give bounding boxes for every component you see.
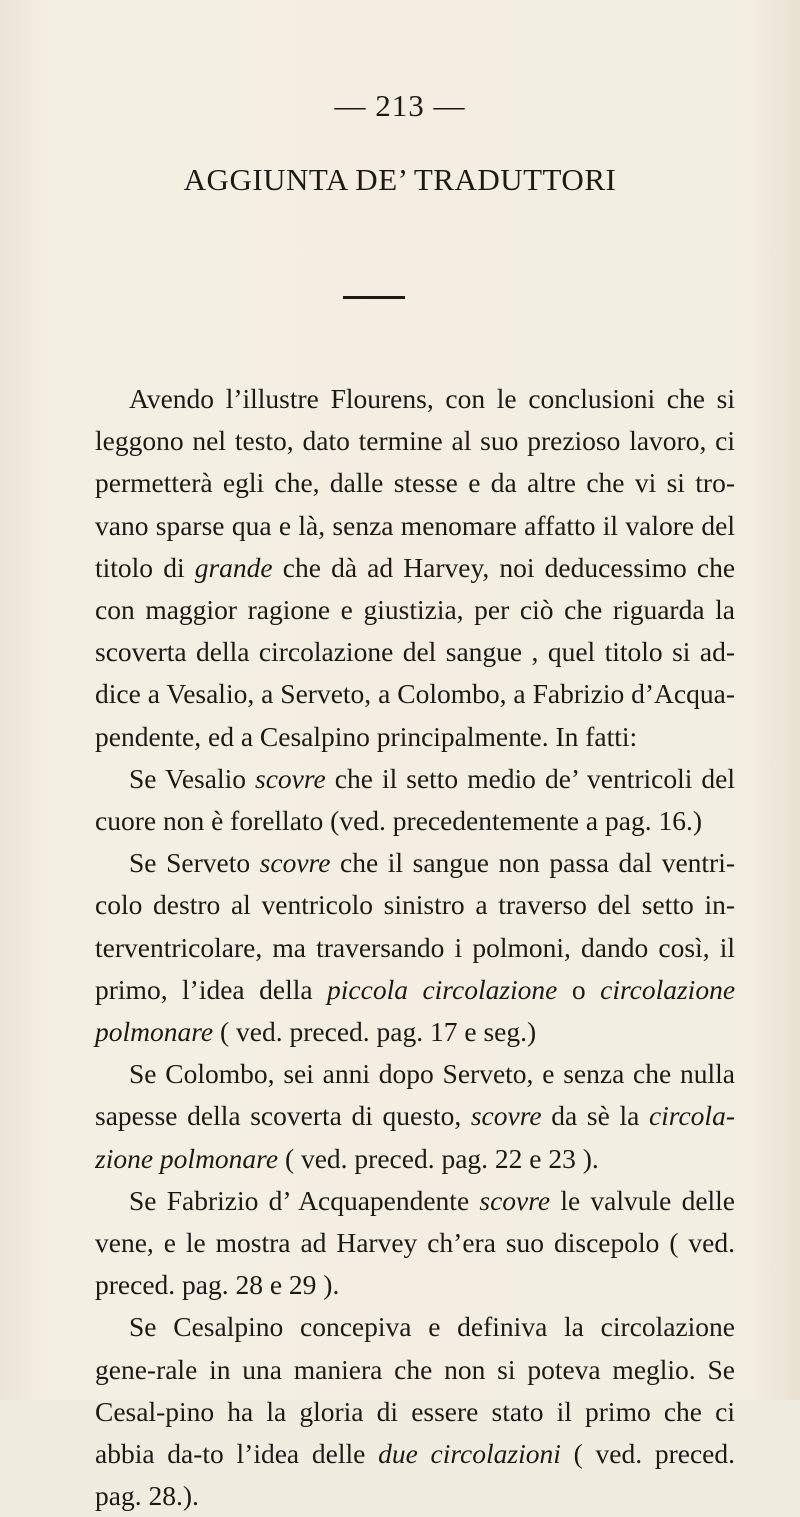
text-run: Avendo l’illustre Flourens, con le conclusioni che si leggono nel testo, dato termine al suo prezioso lavoro, ci permetterà egli che, dalle stesse e da altre che vi si tro-vano sparse qua e là, senza menomare affatto il valore del titolo di	[95, 383, 735, 583]
emphasis: circolazione polmonare	[95, 973, 736, 1048]
text-run: o	[571, 973, 586, 1005]
text-run: ( ved. preced. pag. 22 e 23 ).	[284, 1142, 599, 1174]
text-run: Se Serveto	[129, 847, 251, 879]
emphasis: scovre	[259, 847, 331, 879]
emphasis: scovre	[479, 1184, 551, 1216]
text-run: le valvule delle vene, e le mostra ad Harvey ch’era suo discepolo ( ved. preced. pag. 28 e 29 ).	[95, 1184, 736, 1301]
page-number: — 213 —	[334, 88, 466, 123]
text-run: da sè la	[551, 1100, 640, 1132]
text-run: Se Cesalpino concepiva e definiva la circolazione gene-rale in una maniera che non si poteva meglio. Se Cesal-pino ha la gloria di essere stato il primo che ci abbia da-to l’idea delle	[95, 1311, 735, 1470]
text-run: Se Colombo, sei anni dopo Serveto, e senza che nulla sapesse della scoverta di questo,	[95, 1058, 735, 1132]
emphasis: due circolazioni	[378, 1438, 561, 1470]
emphasis: scovre	[255, 762, 326, 794]
emphasis: piccola circolazione	[327, 973, 558, 1005]
text-run: Se Fabrizio d’ Acquapendente	[129, 1184, 470, 1216]
paragraph-colombo	[95, 1053, 735, 1180]
text-run: ( ved. preced. pag. 17 e seg.)	[220, 1016, 537, 1048]
paragraph-fabrizio	[95, 1180, 735, 1307]
paragraph-vesalio	[95, 758, 735, 842]
text-run: che il setto medio de’ ventricoli del cuore non è forellato (ved. precedentemente a pag. 16.)	[95, 762, 736, 837]
emphasis: scovre	[470, 1100, 542, 1132]
section-title: AGGIUNTA DE’ TRADUTTORI	[183, 162, 617, 197]
paragraph-cesalpino	[95, 1306, 735, 1517]
body-text	[95, 378, 735, 1517]
text-run: ( ved. preced. pag. 28.).	[95, 1438, 736, 1512]
emphasis: circola-zione polmonare	[95, 1100, 735, 1174]
paragraph-intro	[95, 378, 735, 758]
text-run: Se Vesalio	[129, 762, 246, 794]
emphasis: grande	[194, 551, 273, 583]
text-run: che il sangue non passa dal ventri-colo destro al ventricolo sinistro a traverso del setto in-terventricolare, ma traversando i polmoni, dando così, il primo, l’idea della	[95, 847, 735, 1005]
section-divider	[343, 296, 405, 299]
paragraph-serveto	[95, 842, 735, 1053]
text-run: che dà ad Harvey, noi deducessimo che con maggior ragione e giustizia, per ciò che riguarda la scoverta della circolazione del sangue , quel titolo si ad-dice a Vesalio, a Serveto, a Colombo, a Fabrizio d’Acqua-pendente, ed a Cesalpino principalmente. In fatti:	[95, 551, 736, 752]
